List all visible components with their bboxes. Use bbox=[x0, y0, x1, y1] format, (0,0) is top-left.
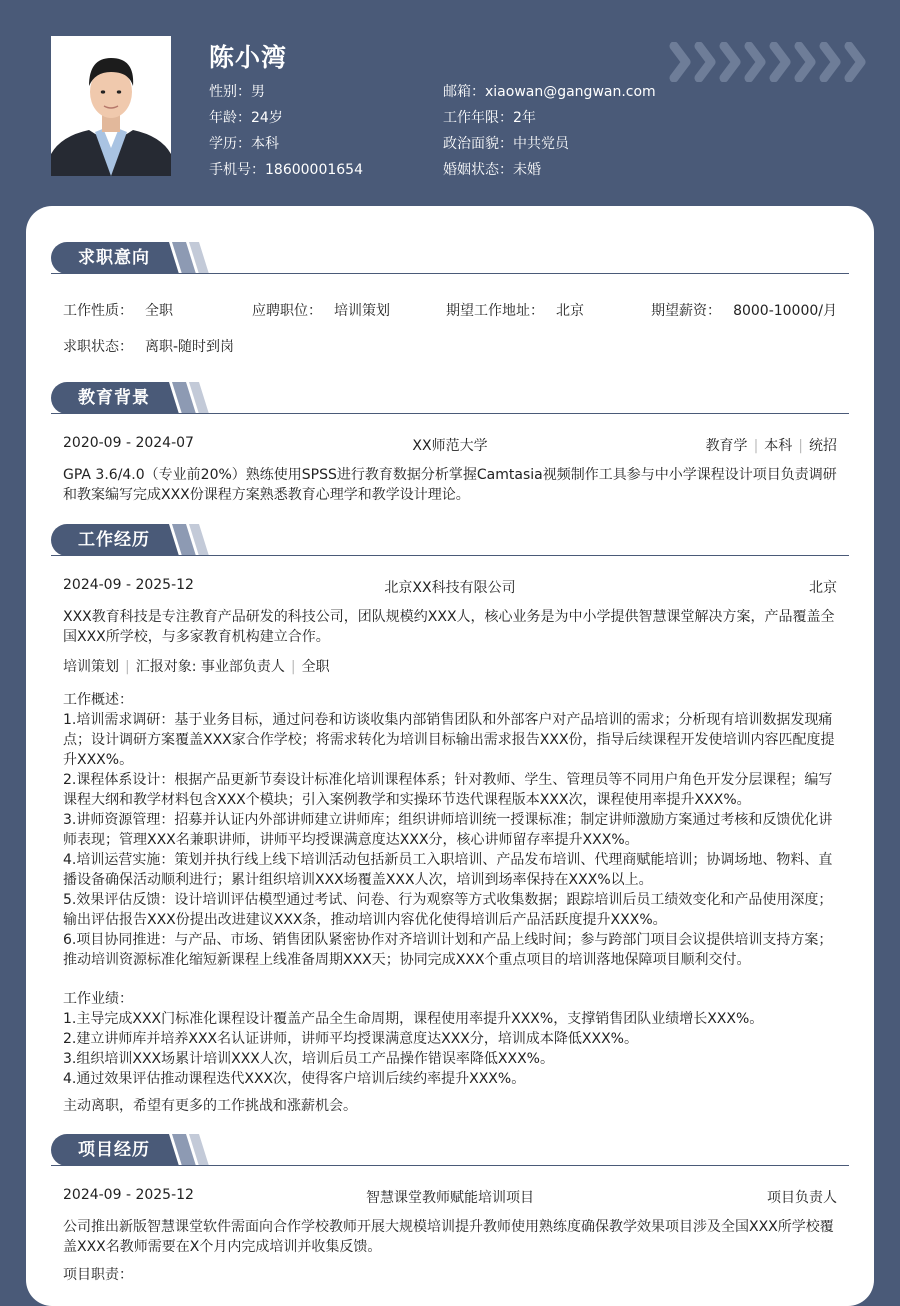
work-overview bbox=[63, 690, 837, 970]
education-entry-header bbox=[63, 435, 837, 454]
project-description: 公司推出新版智慧课堂软件需面向合作学校教师开展大规模培训提升教师使用熟练度确保教学效果项目涉及全国XXX所学校覆盖XXX名教师需要在X个月内完成培训并收集反馈。 bbox=[63, 1219, 834, 1255]
intent-job-type: 工作性质： 全职 bbox=[63, 303, 173, 319]
project-period: 2024-09 - 2025-12 bbox=[63, 1187, 194, 1203]
resume-header bbox=[0, 0, 900, 210]
intent-salary: 期望薪资： 8000-10000/月 bbox=[651, 303, 837, 319]
education-description: GPA 3.6/4.0（专业前20%）熟练使用SPSS进行教育数据分析掌握Camtasia视频制作工具参与中小学课程设计项目负责调研和教案编写完成XXX份课程方案熟悉教育心理学和教学设计理论。 bbox=[63, 467, 837, 503]
intent-location: 期望工作地址： 北京 bbox=[446, 303, 584, 319]
project-duty-title: 项目职责： bbox=[63, 1267, 133, 1283]
email: 邮箱：xiaowan@gangwan.com bbox=[443, 84, 656, 100]
section-title: 教育背景 bbox=[78, 388, 150, 408]
achievement-item: 2.建立讲师库并培养XXX名认证讲师，讲师平均授课满意度达XXX分，培训成本降低XXX%。 bbox=[63, 1031, 638, 1047]
intent-position: 应聘职位： 培训策划 bbox=[252, 303, 390, 319]
achievement-item: 1.主导完成XXX门标准化课程设计覆盖产品全生命周期，课程使用率提升XXX%，支撑销售团队业绩增长XXX%。 bbox=[63, 1011, 764, 1027]
school-name: XX师范大学 bbox=[412, 438, 488, 454]
achievement-item: 3.组织培训XXX场累计培训XXX人次，培训后员工产品操作错误率降低XXX%。 bbox=[63, 1051, 554, 1067]
section-title: 求职意向 bbox=[78, 248, 150, 268]
achievements-title: 工作业绩： bbox=[63, 991, 133, 1007]
intent-status: 求职状态： 离职-随时到岗 bbox=[63, 339, 235, 355]
section-title: 工作经历 bbox=[78, 530, 150, 550]
age: 年龄：24岁 bbox=[209, 110, 283, 126]
work-years: 工作年限：2年 bbox=[443, 110, 536, 126]
work-city: 北京 bbox=[809, 580, 837, 596]
work-achievements bbox=[63, 989, 837, 1089]
candidate-name: 陈小湾 bbox=[209, 43, 288, 72]
company-intro: XXX教育科技是专注教育产品研发的科技公司，团队规模约XXX人，核心业务是为中小学提供智慧课堂解决方案，产品覆盖全国XXX所学校，与多家教育机构建立合作。 bbox=[63, 609, 835, 645]
overview-item: 3.讲师资源管理：招募并认证内外部讲师建立讲师库；组织讲师培训统一授课标准；制定讲师激励方案通过考核和反馈优化讲师表现；管理XXX名兼职讲师，讲师平均授课满意度达XXX分，核心讲师留存率提升XXX%。 bbox=[63, 812, 833, 848]
leave-reason: 主动离职，希望有更多的工作挑战和涨薪机会。 bbox=[63, 1098, 357, 1114]
project-name: 智慧课堂教师赋能培训项目 bbox=[366, 1190, 534, 1206]
education-tags: 教育学 | 本科 | 统招 bbox=[705, 438, 837, 454]
basic-info-left bbox=[209, 82, 363, 186]
section-header-work bbox=[51, 524, 849, 556]
section-title: 项目经历 bbox=[78, 1140, 150, 1160]
section-divider bbox=[51, 1165, 849, 1166]
overview-item: 4.培训运营实施：策划并执行线上线下培训活动包括新员工入职培训、产品发布培训、代理商赋能培训；协调场地、物料、直播设备确保活动顺利进行；累计组织培训XXX场覆盖XXX人次，培训到场率保持在XXX%以上。 bbox=[63, 852, 833, 888]
political-status: 政治面貌：中共党员 bbox=[443, 136, 569, 152]
overview-item: 2.课程体系设计：根据产品更新节奏设计标准化培训课程体系；针对教师、学生、管理员等不同用户角色开发分层课程；编写课程大纲和教学材料包含XXX个模块；引入案例教学和实操环节迭代课程版本XXX次，课程使用率提升XXX%。 bbox=[63, 772, 833, 808]
company-name: 北京XX科技有限公司 bbox=[384, 580, 516, 596]
profile-photo bbox=[51, 36, 171, 176]
overview-title: 工作概述： bbox=[63, 692, 133, 708]
gender: 性别：男 bbox=[209, 84, 265, 100]
work-tags: 培训策划 | 汇报对象: 事业部负责人 | 全职 bbox=[63, 659, 330, 675]
section-divider bbox=[51, 273, 849, 274]
education-period: 2020-09 - 2024-07 bbox=[63, 435, 194, 451]
overview-item: 5.效果评估反馈：设计培训评估模型通过考试、问卷、行为观察等方式收集数据；跟踪培训后员工绩效变化和产品使用深度；输出评估报告XXX份提出改进建议XXX条，推动培训内容优化使得培训后产品活跃度提升XXX%。 bbox=[63, 892, 833, 928]
project-role: 项目负责人 bbox=[767, 1190, 837, 1206]
basic-info-right bbox=[443, 82, 656, 186]
achievement-item: 4.通过效果评估推动课程迭代XXX次，使得客户培训后续约率提升XXX%。 bbox=[63, 1071, 526, 1087]
work-period: 2024-09 - 2025-12 bbox=[63, 577, 194, 593]
marital-status: 婚姻状态：未婚 bbox=[443, 162, 541, 178]
section-header-project bbox=[51, 1134, 849, 1166]
phone: 手机号：18600001654 bbox=[209, 162, 363, 178]
work-entry-header bbox=[63, 577, 837, 596]
project-entry-header bbox=[63, 1187, 837, 1206]
education-level: 学历：本科 bbox=[209, 136, 279, 152]
section-divider bbox=[51, 413, 849, 414]
overview-item: 1.培训需求调研：基于业务目标，通过问卷和访谈收集内部销售团队和外部客户对产品培训的需求；分析现有培训数据发现痛点；设计调研方案覆盖XXX家合作学校；将需求转化为培训目标输出需求报告XXX份，指导后续课程开发使培训内容匹配度提升XXX%。 bbox=[63, 712, 835, 768]
overview-item: 6.项目协同推进：与产品、市场、销售团队紧密协作对齐培训计划和产品上线时间；参与跨部门项目会议提供培训支持方案；推动培训资源标准化缩短新课程上线准备周期XXX天；协同完成XXX个重点项目的培训落地保障项目顺利交付。 bbox=[63, 932, 833, 968]
section-divider bbox=[51, 555, 849, 556]
section-header-education bbox=[51, 382, 849, 414]
chevron-decoration-icon bbox=[666, 42, 870, 82]
section-header-intent bbox=[51, 242, 849, 274]
